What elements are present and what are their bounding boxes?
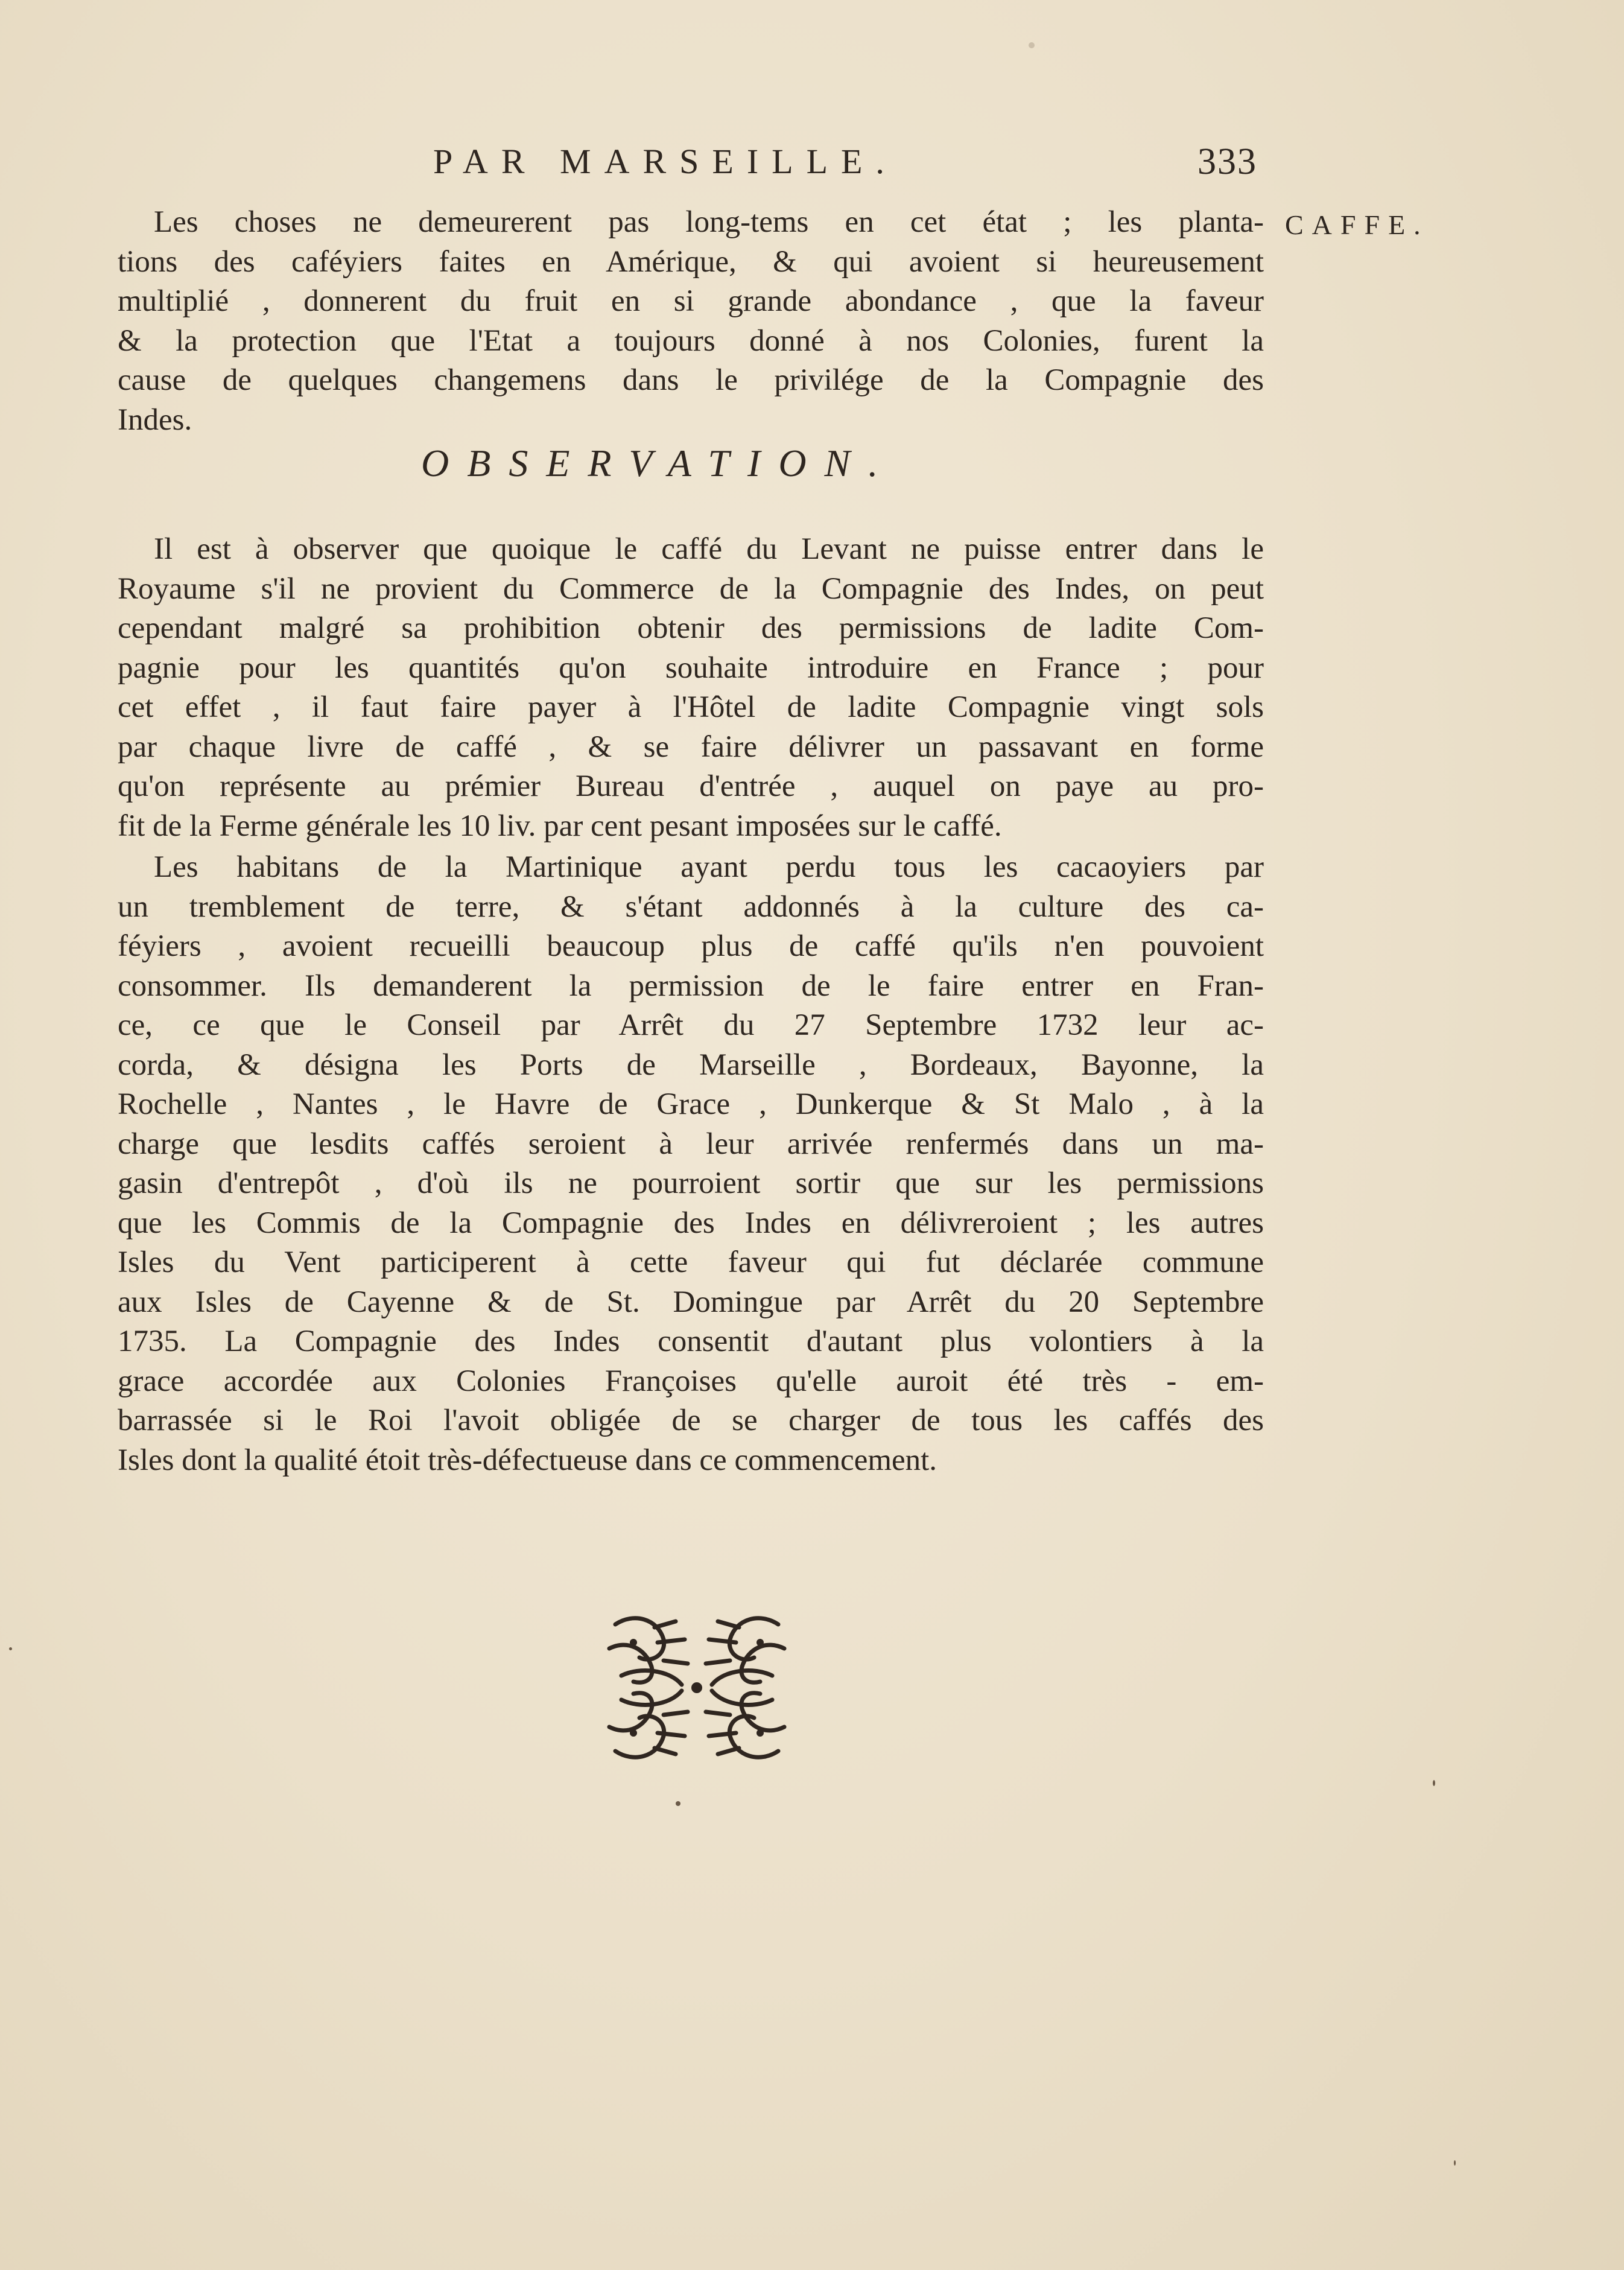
- paragraph-2: [118, 530, 1264, 846]
- text-line: cause de quelques changemens dans le privilége de la Compagnie des: [118, 363, 1264, 397]
- text-line: corda, & désigna les Ports de Marseille , Bordeaux, Bayonne, la: [118, 1048, 1264, 1082]
- text-line: Il est à observer que quoique le caffé du Levant ne puisse entrer dans le: [154, 532, 1264, 566]
- text-line: grace accordée aux Colonies Françoises qu'elle auroit été très - em-: [118, 1364, 1264, 1398]
- page-number: 333: [1197, 141, 1257, 182]
- text-line: Isles dont la qualité étoit très-défectueuse dans ce commencement.: [118, 1443, 937, 1477]
- text-line: que les Commis de la Compagnie des Indes en délivreroient ; les autres: [118, 1206, 1264, 1240]
- text-line: Indes.: [118, 402, 192, 437]
- text-line: aux Isles de Cayenne & de St. Domingue par Arrêt du 20 Septembre: [118, 1285, 1264, 1319]
- text-line: barrassée si le Roi l'avoit obligée de se charger de tous les caffés des: [118, 1404, 1264, 1437]
- floral-ornament-icon: [597, 1606, 796, 1769]
- running-head: [0, 138, 1624, 186]
- text-line: ce, ce que le Conseil par Arrêt du 27 Septembre 1732 leur ac-: [118, 1008, 1264, 1042]
- text-line: 1735. La Compagnie des Indes consentit d'autant plus volontiers à la: [118, 1324, 1264, 1358]
- text-line: Isles du Vent participerent à cette faveur qui fut déclarée commune: [118, 1245, 1264, 1279]
- text-line: pagnie pour les quantités qu'on souhaite introduire en France ; pour: [118, 650, 1264, 685]
- text-line: par chaque livre de caffé , & se faire délivrer un passavant en forme: [118, 730, 1264, 764]
- margin-note: CAFFE.: [1285, 209, 1429, 240]
- text-line: Les habitans de la Martinique ayant perdu tous les cacaoyiers par: [154, 850, 1264, 884]
- text-line: cependant malgré sa prohibition obtenir des permissions de ladite Com-: [118, 611, 1264, 645]
- text-line: Royaume s'il ne provient du Commerce de la Compagnie des Indes, on peut: [118, 571, 1264, 606]
- text-line: féyiers , avoient recueilli beaucoup plus de caffé qu'ils n'en pouvoient: [118, 929, 1264, 963]
- text-line: charge que lesdits caffés seroient à leur arrivée renfermés dans un ma-: [118, 1127, 1264, 1161]
- text-line: Les choses ne demeurerent pas long-tems en cet état ; les planta-: [154, 205, 1264, 239]
- text-line: cet effet , il faut faire payer à l'Hôtel de ladite Compagnie vingt sols: [118, 690, 1264, 724]
- paragraph-1: [118, 203, 1264, 440]
- text-line: multiplié , donnerent du fruit en si grande abondance , que la faveur: [118, 284, 1264, 318]
- text-line: Rochelle , Nantes , le Havre de Grace , Dunkerque & St Malo , à la: [118, 1087, 1264, 1121]
- text-line: tions des caféyiers faites en Amérique, & qui avoient si heureusement: [118, 244, 1264, 279]
- text-line: gasin d'entrepôt , d'où ils ne pourroient sortir que sur les permissions: [118, 1166, 1264, 1200]
- running-title: PAR MARSEILLE.: [433, 142, 898, 181]
- text-line: qu'on représente au prémier Bureau d'entrée , auquel on paye au pro-: [118, 769, 1264, 803]
- text-line: consommer. Ils demanderent la permission de le faire entrer en Fran-: [118, 968, 1264, 1003]
- text-line: un tremblement de terre, & s'étant addonnés à la culture des ca-: [118, 889, 1264, 924]
- paragraph-3: [118, 848, 1264, 1480]
- section-heading: OBSERVATION.: [421, 442, 896, 485]
- text-line: fit de la Ferme générale les 10 liv. par cent pesant imposées sur le caffé.: [118, 809, 1002, 843]
- text-line: & la protection que l'Etat a toujours donné à nos Colonies, furent la: [118, 323, 1264, 358]
